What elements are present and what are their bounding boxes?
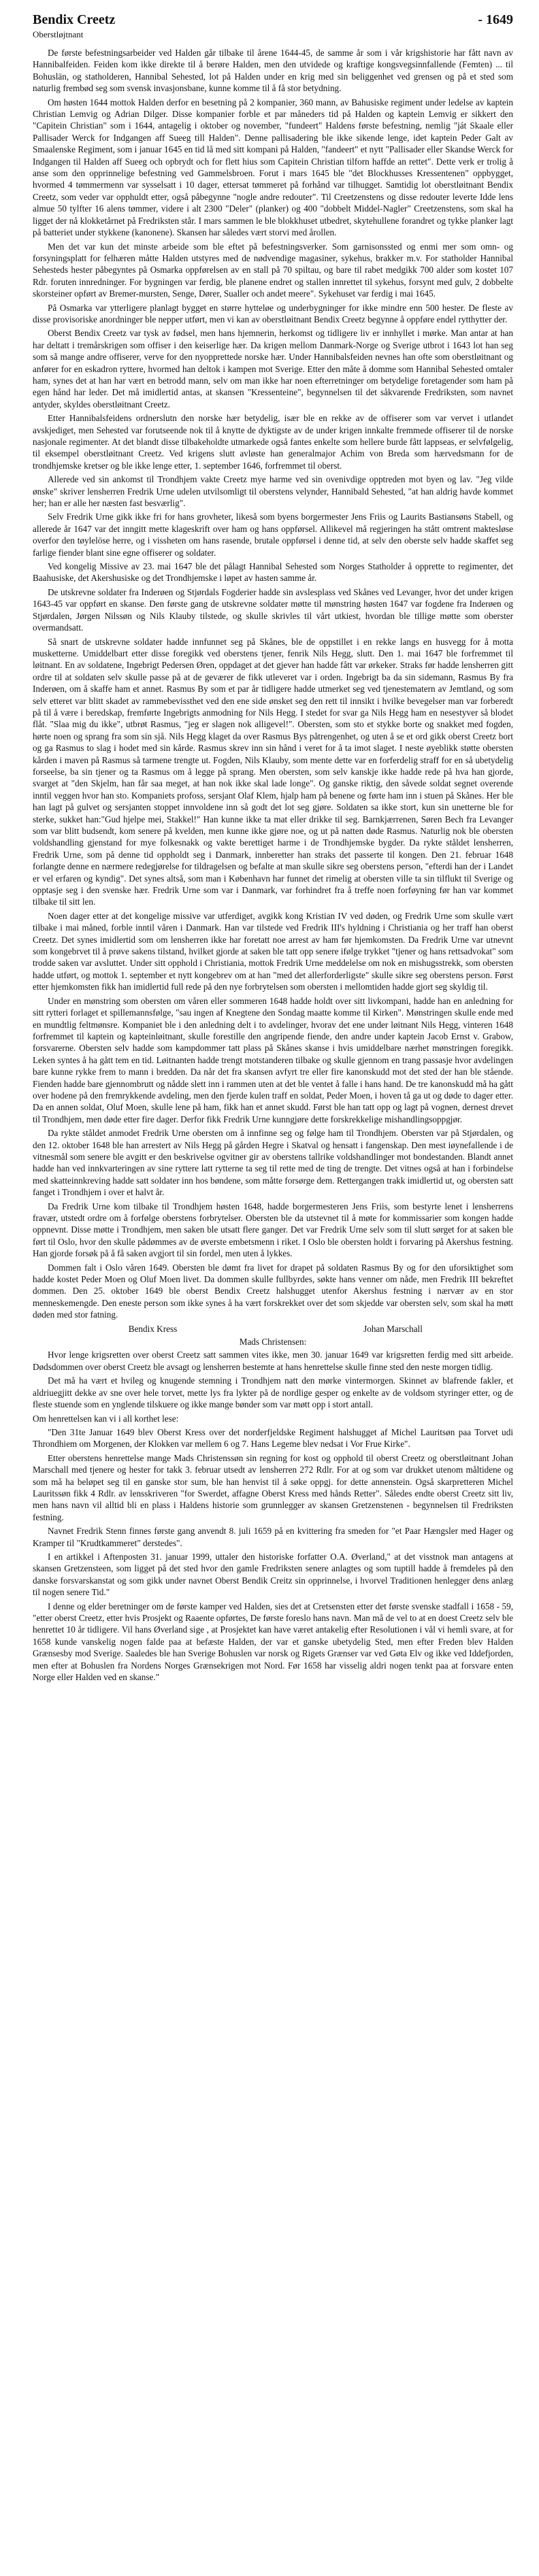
paragraph: Da Fredrik Urne kom tilbake til Trondhjem høsten 1648, hadde borgermesteren Jens Friis, som bestyrte lenet i lensherrens fravær, utstedt ordre om å forfølge oberstens forbrytelser. Obersten ble da utstevnet til å møte for kommissarier som kongen hadde oppnevnt. Disse møtte i Trondhjem, men saken ble utsatt flere ganger. Det var Fredrik Urne selv som til slutt sørget for at saken ble ført til Oslo, hvor den skulle pådømmes av de øverste embetsmenn i riket. I Oslo ble obersten holdt i forvaring på Akershus festning. Han gjorde forsøk på å få saken avgjort til sin fordel, men uten å lykkes. xyxy=(33,1201,513,1259)
paragraph: Etter Hannibalsfeidens ordnerslutn den norske hær betydelig, især ble en rekke av de offiserer som var vervet i utlandet avskjediget, men Sehested var forutseende nok til å knytte de dyktigste av de under krigen innkalte fremmede offiserer til de norske nasjonale regimenter. At det blandt disse tilbakeholdte utmarkede også fantes enkelte som hellere burde fått lappseas, er selvfølgelig, til eksempel oberstløitnant Creetz. Ved krigens slutt avløste han generalmajor Achim von Breda som hærvedsmann for de trondhjemske kretser og ble ikke lenge etter, 1. september 1646, forfremmet til oberst. xyxy=(33,413,513,471)
paragraph: Ved kongelig Missive av 23. mai 1647 ble det pålagt Hannibal Sehested som Norges Statholder å opprette to regimenter, det Baahusiske, det Akershusiske og det Trondhjemske i løpet av hasten samme år. xyxy=(33,561,513,584)
paragraph: Oberst Bendix Creetz var tysk av fødsel, men hans hjemnerin, herkomst og tidligere liv er innhyllet i mørke. Man antar at han har deltatt i tremårskrigen som offiser i den keiserlige hær. Da krigen mellom Danmark-Norge og Sverige utbrot i 1643 lot han seg som så mange andre offiserer, verve for den nyopprettede norske hær. Under Hannibalsfeiden nevnes han ofte som oberstløitnant og anfører for en eskadron ryttere, hvormed han deltok i kampen mot Sverige. Etter den måte å domme som Hannibal Sehested omtaler ham, synes det at han har vært en betrodd mann, selv om man ikke har noen efterretninger om betydelige foretagender som ham på egen hånd har leder. Det må imidlertid antas, at skansen "Kressenteine", begynnelsen til det såkvarende Fredriksten, som navnet antyder, skyldes oberstløitnant Creetz. xyxy=(33,328,513,409)
person-name: Bendix Creetz xyxy=(33,12,116,27)
paragraph: Etter oberstens henrettelse mange Mads Christenssøn sin regning for kost og opphold til oberst Creetz og oberstløitnant Johan Marschall med tjenere og hester for takk 3. februar utsedt av lensherren 272 Rdlr. For at og som var drukket utenom måltidene og som må ha beløpet seg til en ganske stor sum, ble han henvist til å søke oppgj. for dette annenstein. Også skarpretteren Michel Lauritssøn fikk 4 Rdlr. av lensskriveren "for Swerdet, affagne Oberst Kress med hånds Retter". Således endte oberst Creetz sitt liv, men hans navn vil alltid bli en plass i Haldens historie som grunnlegger av skansen Gretzenstenen - begynnelsen til Fredriksten festning. xyxy=(33,1452,513,1522)
death-year: - 1649 xyxy=(478,12,513,27)
person-rank: Oberstløjtnant xyxy=(33,29,84,39)
paragraph: Navnet Fredrik Stenn finnes første gang anvendt 8. juli 1659 på en kvittering fra smeden for "et Paar Hængsler med Hager og Kramper til "Krudtkammeret" derstedes". xyxy=(33,1526,513,1548)
document-header xyxy=(33,12,513,28)
signature-center: Mads Christensen: xyxy=(239,1337,307,1348)
signature-left: Bendix Kress xyxy=(128,1323,178,1334)
paragraph: Det må ha vært et hvileg og knugende stemning i Trondhjem natt den mørke vintermorgen. Skinnet av blafrende fakler, et aldriuegjitt dekke av sne over hele torvet, mette lys fra lykter på de nordlige gesper og enkelte av de voldsom styringer etter, og de fleste stuende som en ynglende tilskuere og ikke mange bønder som var møtt opp i stort antall. xyxy=(33,1375,513,1410)
paragraph: Noen dager etter at det kongelige missive var utferdiget, avgikk kong Kristian IV ved døden, og Fredrik Urne som skulle vært tilbake i mai måned, forble inntil våren i Danmark. Han var tilstede ved Fredrik III's hyldning i Christiania og her traff han oberst Creetz. Det synes imidlertid som om lensherren ikke har foretatt noe arrest av ham før hjemkomsten. Da Fredrik Urne var utnevnt som kongebrvet til å prøve sakens tilstand, hvilket gjorde at saken ble tatt opp senere ifølge trykket "tjener og hans rettsadvokat" som trodde saken var avsluttet. Under sitt opphold i Christiania, mottok Fredrik Urne meddelelse om nok en mishugsstrekk, som obersten hadde utført, og mottok 1. september et nytt kongebrev om at han "med det allerforderligste" skulle sikre seg oberstens person. Først etter hjemkomsten fikk han imidlertid full rede på den nye forbrytelsen som obersten i mellomtiden hadde gjort seg skyldig til. xyxy=(33,910,513,992)
signature-right: Johan Marschall xyxy=(363,1323,423,1334)
paragraph: Hvor lenge krigsretten over oberst Creetz satt sammen vites ikke, men 30. januar 1649 var krigsretten ferdig med sitt arbeide. Dødsdommen over oberst Creetz ble avsagt og lensherren bestemte at hans henrettelse skulle finne sted den neste morgen tidlig. xyxy=(33,1350,513,1372)
paragraph: I en artikkel i Aftenposten 31. januar 1999, uttaler den historiske forfatter O.A. Øverland," at det visstnok man antagens at skansen Gretzensteen, som ligget på det sted hvor den gamle Fredriksten senere anlagtes og som tuptill hadde å fremdeles på den danske forsvarskanstat og som gikk under navnet Oberst Bendik Creitz sin opprinnelse, i hvorvel Traditionen henlegger dens anlæg til nogen senere Tid." xyxy=(33,1551,513,1598)
paragraph: De første befestningsarbeider ved Halden går tilbake til årene 1644-45, de samme år som i vår krigshistorie har fått navn av Hannibalfeiden. Feiden kom ikke direkte til å berøre Halden, men den utvidede og kraftige kongsvegsinnfallende (Femten) ... til Bohuslän, og statholderen, Hannibal Sehested, lot på Halden under en krig med sin beliggenhet ved grensen og på et sted som naturlig frembød seg som svensk invasjonsbane, kunne komme til å få stor betydning. xyxy=(33,48,513,94)
paragraph: Allerede ved sin ankomst til Trondhjem vakte Creetz mye harme ved sin ovenivdige opptreden mot byen og lav. "Jeg vilde ønske" skriver lensherren Fredrik Urne udelen utvilsomligt til oberstens velynder, Hannibald Sehested, "at han aldrig havde kommet her; han er alle her næsten fast besværlig". xyxy=(33,474,513,509)
paragraph: Da rykte ståldet anmodet Fredrik Urne obersten om å innfinne seg og følge ham til Trondhjem. Obersten var på Stjørdalen, og den 12. oktober 1648 ble han arrestert av Nils Hegg på gården Hegre i Skatval og hensatt i fangenskap. Den mest iøynefallende i de vitnesmål som senere ble avgitt er den beskrivelse ogvitner gir av oberstens tallrike voldshandlinger mot bondestanden. Blandt annet hadde han ved innkvarteringen av sine ryttere latt rytterne ta seg til rette med de ting de trengte. Det vitnes også at han i forbindelse med skatteinnkreving hadde satt soldater inn hos bøndene, som måtte forsørge dem. Rettergangen trakk imidlertid ut, og obersten satt fanget i Trondhjem i over et halvt år. xyxy=(33,1128,513,1198)
paragraph: Så snart de utskrevne soldater hadde innfunnet seg på Skånes, ble de oppstillet i en rekke langs en husvegg for å motta musketterne. Umiddelbart etter disse foregikk ved oberstens tjener, fenrik Nils Hegg, slutt. Den 1. mai 1647 ble forfremmet til løitnant. En av soldatene, Ingebrigt Pedersen Øren, oppdaget at det gjever han hadde fått var ørkeker. Straks før hadde lensherren gitt ordre til at soldaten selv skulle passe på at de geværer de fikk utleveret var i orden. Ingebrigt ba da sin sidemann, Rasmus By fra Inderøen, om å skaffe ham et annet. Rasmus By som et par år tidligere hadde utmerket seg ved tjenestematern av Jemtland, og som selv etteret var blitt skadet av rammebevissthet ved den ene side ønsket seg den rett til innsikt i hvilke bevegelser man var forberedt på til å være i beredskap, fremførte Ingebrigts anmodning for Nils Hegg. I stedet for svar ga Nils Hegg ham en nesestyver så blodet flåt. "Slaa mig du ikke", utbrøt Rasmus, "jeg er slagen nok alligevel!". Obersten, som sto et stykke borte og snakket med fogden, hørte noen og sprang fra som sin sjå. Nils Hegg klaget da over Rasmus Bys påtrengenhet, og uten å se et ord gikk oberst Creetz bort og ga Rasmus to slag i hodet med sin kårde. Rasmus skrev inn sin hånd i veret for å ta imot slaget. I neste øyeblikk støtte obersten kården i maven på Rasmus så tarmene trengte ut. Fogden, Nils Klauby, som mente dette var en forferdelig straff for en så ubetydelig forseelse, ba sin tjener og ta Rasmus om å legge på sprang. Men obersten, som selv kanskje ikke hadde rede på hva han gjorde, svarget at "den Skjelm, han får saa meget, at han nok ikke skal lade longe". Og ganske riktig, den såvede soldat segnet overende inntil veggen hvor han sto. Kompaniets profoss, sersjant Olaf Klem, hjalp ham på benene og førte ham inn i stuen på Skånes. Her ble han lagt på gulvet og sersjanten stoppet innvoldene inn så godt det lot seg gjøre. Soldaten sa ikke stort, kun sin unetterne ble for sterke, sukket han:"Gud hjelpe mei, Stakkel!" Han kunne ikke ta mat eller drikke til seg. Barnkjærrenen, Søren Bech fra Levanger som var blitt budsendt, kom senere på kvelden, men kunne ikke gjøre noe, og ut på natten døde Rasmus. Naturlig nok ble obersten voldshandling gjenstand for mye folkesnakk og vakte berettiget harme i de Trondhjemske bygder. Da rykte ståldet lensherren, Fredrik Urne, som på denne tid oppholdt seg i Danmark, innberetter han straks det passerte til kongen. Den 21. februar 1648 forlangte denne en nærmere redegjørelse for tildragelsen og befalte at man skulle sikre seg oberstens person, "efterdi han der i Landet er vel erfaren og kyndig". Det synes altså, som man i København har funnet det rimelig at obersten ville ta sin tilflukt til Sverige og opptasje seg i den svenske hær. Fredrik Urne som var i Danmark, var forhindret fra å treffe noen forføyning før han var kommet tilbake til sitt len. xyxy=(33,636,513,907)
paragraph: I denne og elder beretninger om de første kamper ved Halden, sies det at Cretsensten etter det første svenske stadfall i 1658 - 59, "etter oberst Creetz, etter hvis Prosjekt og Raaente opførtes, De første foreslo hans navn. Man må de vel to at en doest Creetz selv ble henrettet 10 år tidligere. Vil hans Øverland sige , at Prosjektet kan have været antakelig efter Resolutionen i vål vi hemli svare, at for 1658 kunde vanskelig nogen falde paa at befæste Halden, der var et ganske ubetydelig Sted, men efter Freden blev Halden Grænsesby mod Sverige. Saaledes ble han Sverige Bohuslen var norsk og Rigets Grænser var ved Gøta Elv og ikke ved Iddefjorden, men efter at Bohuslen fra Nordens Norges Grænsekrigen mot Nord. Før 1658 har visselig aldri nogen tenkt paa at forsvare enten Norge eller Halden ved en skanse." xyxy=(33,1601,513,1683)
paragraph: På Osmarka var ytterligere planlagt bygget en større hytteløe og underbygninger for ikke mindre enn 500 hester. De fleste av disse provisoriske anordninger ble nepper utført, men vi kan av oberstløitnant Bendix Creetz begynne å oppføre endel rytthytter der. xyxy=(33,302,513,324)
paragraph: Men det var kun det minste arbeide som ble eftet på befestningsverker. Som garnisonssted og enmi mer som omn- og forsyningsplatt for felhæren måtte Halden utstyres med de nødvendige magasiner, sykehus, brakker m.v. For statholder Hannibal Sehesteds hester påbegyntes på Osmarka oppførelsen av en stall på 70 spiltau, og bare til rabet medgikk 700 alder som kostet 107 Rdr. foruten innredninger. For bygningen var ferdig, ble planene endret og stallen innrettet til sykehus, forsynt med gulv, 2 dobbelte skorsteiner opført av Bremer-mursten, Senge, Dører, Sualler och andet meere". Sykehuset var ferdig i mai 1645. xyxy=(33,241,513,299)
article-body xyxy=(33,47,513,1683)
paragraph: Dommen falt i Oslo våren 1649. Obersten ble dømt fra livet for drapet på soldaten Rasmus By og for den uforsiktighet som hadde kostet Peder Moen og Oluf Moen livet. Da dommen skulle fullbyrdes, søkte hans venner om nåde, men Fredrik III bekreftet dommen. Den 25. oktober 1649 ble oberst Bendix Creetz halshugget utenfor Akershus festning i nærvær av en stor menneskemengde. Den eneste person som ikke synes å ha vært forskrekket over det som skjedde var obersten selv, som skal ha møtt døden med stor fatning. xyxy=(33,1262,513,1320)
paragraph: Om henrettelsen kan vi i all korthet lese: xyxy=(33,1413,179,1424)
paragraph: Om høsten 1644 mottok Halden derfor en besetning på 2 kompanier, 360 mann, av Bahusiske regiment under ledelse av kaptein Christian Lemvig og Adrian Dilger. Disse kompanier forble et par måneders tid på Halden og kaptein Lemvig er sikkert den "Capitein Christian" som i 1644, antagelig i oktober og november, "fundeert" Haldens første befestning, nemlig "ját Skaale eller Pallisader Werck for Indgangen aff Sueeg till Halden". Denne pallisadering ble ikke sikende lenge, idet kaptein Peder Galt av Smaalenske Regiment, som i januar 1645 en tid lå med sitt kompani på Halden, "fandeert" et nytt "Pallisader eller Skandse Werck for Indgangen til Halden aff Sueeg och opbrydt och for flett hius som Capitein Christian tilforn haffde an rettet". Dette verk er trolig å anse som den opprinnelige befestning ved Gammelsbroen. Forut i mars 1645 ble "det Blockhusses Kressentenen" oppbygget, hvormed 4 tømmermenn var sysselsatt i 10 dager, ettersat tømmeret på forhånd var tilhugget. Samtidig lot oberstløitnant Bendix Creetz, som veder var opphuldt etter, også påbegynne "nogle andre redouter". Til Creetzenstens og disse redouter leverte Idde lens almue 50 tylfter 16 alens tømmer, videre i alt 2300 "Deler" (planker) og 400 "dobbelt Middel-Nagler" Creetzenstens, som skal ha ligget der nå klokketårnet på Fredriksten står. I mars sammen le ble blokkhuset utbedret, skytehullene forandret og tykke planker lagt på batteriet under stykkene (kanonene). Skansen har således vært storvi med årollen. xyxy=(33,97,513,238)
paragraph: De utskrevne soldater fra Inderøen og Stjørdals Fogderier hadde sin avslesplass ved Skånes ved Levanger, hvor det under krigen 1643-45 var oppført en skanse. Den første gang de utskrevne soldater møtte til mønstring høsten 1647 var fogdene fra Inderøen og Stjørdalen, Jørgen Nilssøn og Nils Klauby tilstede, og skulle skrivles til vårt utkiest, hvordan ble tillige møtte som oberster overmandsatt. xyxy=(33,586,513,633)
paragraph: Under en mønstring som obersten om våren eller sommeren 1648 hadde holdt over sitt livkompani, hadde han en anledning for sitt rytteri forlaget et spillemannsfølge, "sau ingen af Knegtene den Sondag maatte komme til Kirken". Mønstringen skulle ende med en mundtlig feltmønsre. Kompaniet ble i den anledning delt i to avdelinger, hvorav det ene under løitnant Nils Hegg, vinteren 1648 forfremmet til kaptein og kapteinløitnant, skulle forestille den angripende fiende, den andre under kaptein Jacob Ernst v. Grabow, forsvarerne. Obersten selv hadde som kampdommer tatt plass på Skånes skanse i hvis umiddelbare nærhet mønstringen foregikk. Leken syntes å ha gått tem en tid. Løitnanten hadde trengt motstanderen tilbake og skulle gjennom en trang passasje hvor avdelingen bare kunne rykke frem to mann i bredden. Da når det fra skansen avfyrt tre eller fire kanonskudd mot det sted der han ble stående. Fienden hadde bare gjennombrutt og nådde slett inn i rammen uten at det ble ventet å falle i hans hand. De tre kanonskudd må ha gått over hodene på den fremrykkende avdeling, men den fjerde kulen traff en soldat, Peder Moen, i hoven tå ga ut og døde to dager etter. Da en annen soldat, Oluf Moen, skulle lene på ham, fikk han et annet skudd. Først ble han tatt opp og lagt på vognen, dernest drevet til Trondhjem, men døde etter fire dager. Derfor fikk Fredrik Urne kunngjøre dette forskrekkelige mishandlingsoppgjør. xyxy=(33,995,513,1124)
paragraph: Selv Fredrik Urne gikk ikke fri for hans grovheter, likeså som byens borgermester Jens Friis og Laurits Bastiansøns Stabell, og allerede år 1647 var det inngitt mette klageskrift over ham og hans oppførsel. Allikevel må regjeringen ha stått omtrent maktesløse overfor den tøylelöse herre, og i vissheten om hans rasende, brutale oppførsel i denne tid, at selv den oberste selv hadde skaffet seg farlige fiender blant sine egne offiserer og soldater. xyxy=(33,512,513,558)
signature-line xyxy=(33,1323,513,1335)
quote-paragraph: "Den 31te Januar 1649 blev Oberst Kress over det norderfjeldske Regiment halshugget af Michel Lauritsøn paa Torvet udi Throndhiem om Morgenen, der Klokken var mellem 6 og 7. Hans Legeme blev nedsat i Vor Frue Kirke". xyxy=(33,1426,513,1450)
